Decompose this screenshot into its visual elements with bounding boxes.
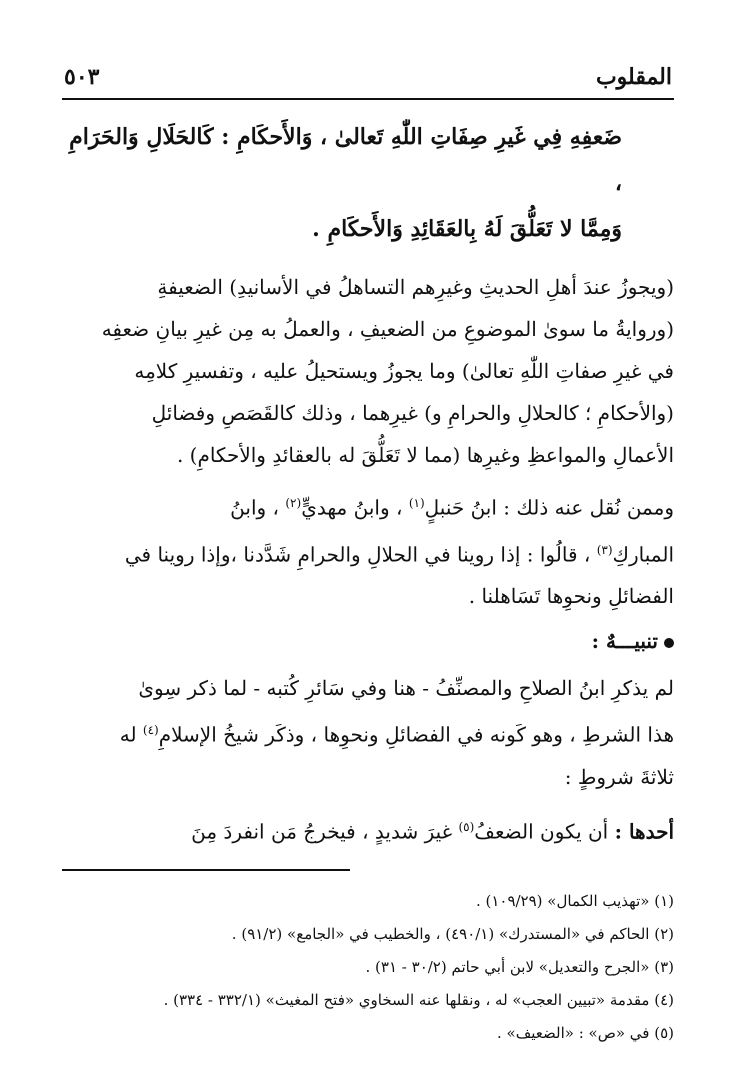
footnote-marker[interactable]: (٣) xyxy=(596,542,613,557)
condition-label: أحدها : xyxy=(614,819,674,844)
commentary-line: (والأحكامِ ؛ كالحلالِ والحرامِ و) غيرِهما ، وذلك كالقَصَصِ وفضائلِ xyxy=(151,401,674,425)
paragraph-line: لم يذكرِ ابنُ الصلاحِ والمصنِّفُ - هنا وفي سَائرِ كُتبه - لما ذكر سِوىٰ xyxy=(138,676,674,701)
commentary-paragraph xyxy=(62,266,674,476)
footnote-marker[interactable]: (١) xyxy=(408,496,425,510)
page-header xyxy=(62,60,674,100)
footnote-marker[interactable]: (٥) xyxy=(458,819,475,834)
footnote-item: (٣) «الجرح والتعديل» لابن أبي حاتم (٣٠/٢ - ٣١) . xyxy=(365,957,674,976)
commentary-line: (ويجوزُ عندَ أهلِ الحديثِ وغيرِهم التساهلُ في الأسانيدِ) الضعيفةِ xyxy=(157,275,674,299)
verse-block xyxy=(62,114,674,252)
text-run: المباركِ xyxy=(612,542,674,567)
paragraph-line: الفضائلِ ونحوِها تَسَاهلنا . xyxy=(468,584,674,609)
text-run: ، قالُوا : إذا روينا في الحلالِ والحرامِ شَدَّدنا ،وإذا روينا في xyxy=(124,542,591,567)
text-run: أن يكون الضعفُ xyxy=(474,819,609,844)
page-number: ٥٠٣ xyxy=(64,64,100,90)
text-run: ، وابنُ مهديٍّ xyxy=(301,495,403,520)
book-page xyxy=(62,60,674,1050)
text-run: ، وابنُ xyxy=(230,495,279,520)
commentary-line: (وروايةُ ما سوىٰ الموضوعِ من الضعيفِ ، والعملُ به مِن غيرِ بيانِ ضعفِه xyxy=(101,317,674,341)
text-run: غيرَ شديدٍ ، فيخرجُ مَن انفردَ مِنَ xyxy=(191,819,453,844)
running-title: المقلوب xyxy=(595,64,672,90)
commentary-line: في غيرِ صفاتِ اللّٰهِ تعالىٰ) وما يجوزُ ويستحيلُ عليه ، وتفسيرِ كلامِه xyxy=(134,359,674,383)
text-run: له xyxy=(119,722,137,747)
verse-line: ضَعفِهِ فِي غَيرِ صِفَاتِ اللّٰهِ تَعالىٰ ، وَالأَحكَامِ : كَالحَلَالِ وَالحَرَامِ ، xyxy=(69,124,622,196)
footnote-item: (٥) في «ص» : «الضعيف» . xyxy=(497,1023,674,1042)
paragraph-line xyxy=(62,482,674,529)
footnote-item: (١) «تهذيب الكمال» (١٠٩/٢٩) . xyxy=(475,891,674,910)
footnote-item: (٤) مقدمة «تبيين العجب» له ، ونقلها عنه السخاوي «فتح المغيث» (٣٣٢/١ - ٣٣٤) . xyxy=(163,990,674,1009)
verse-line: وَمِمَّا لا تَعَلُّقَ لَهُ بِالعَقَائِدِ وَالأَحكَامِ . xyxy=(312,216,622,242)
footnote-item: (٢) الحاكم في «المستدرك» (٤٩٠/١) ، والخطيب في «الجامع» (٩١/٢) . xyxy=(231,924,674,943)
paragraph-line xyxy=(62,709,674,756)
footnote-divider xyxy=(62,869,350,871)
footnote-marker[interactable]: (٤) xyxy=(142,723,159,738)
paragraph-line xyxy=(62,529,674,576)
footnote-marker[interactable]: (٢) xyxy=(285,496,302,510)
first-condition-paragraph xyxy=(62,806,674,853)
commentary-line: الأعمالِ والمواعظِ وغيرِها (مما لا تَعَلُّقَ له بالعقائدِ والأحكامِ) . xyxy=(176,443,674,467)
note-paragraph xyxy=(62,667,674,798)
bullet-icon xyxy=(664,638,674,648)
footnotes-list xyxy=(62,885,674,1050)
text-run: هذا الشرطِ ، وهو كَونه في الفضائلِ ونحوِها ، وذكَر شيخُ الإسلامِ xyxy=(158,722,674,747)
paragraph-line: ثلاثةَ شروطٍ : xyxy=(564,764,674,789)
text-run: وممن نُقل عنه ذلك : ابنُ حَنبلٍ xyxy=(424,495,674,520)
section-heading xyxy=(62,621,674,661)
heading-text: تنبيـــهٌ : xyxy=(591,629,658,654)
transmitters-paragraph xyxy=(62,482,674,617)
